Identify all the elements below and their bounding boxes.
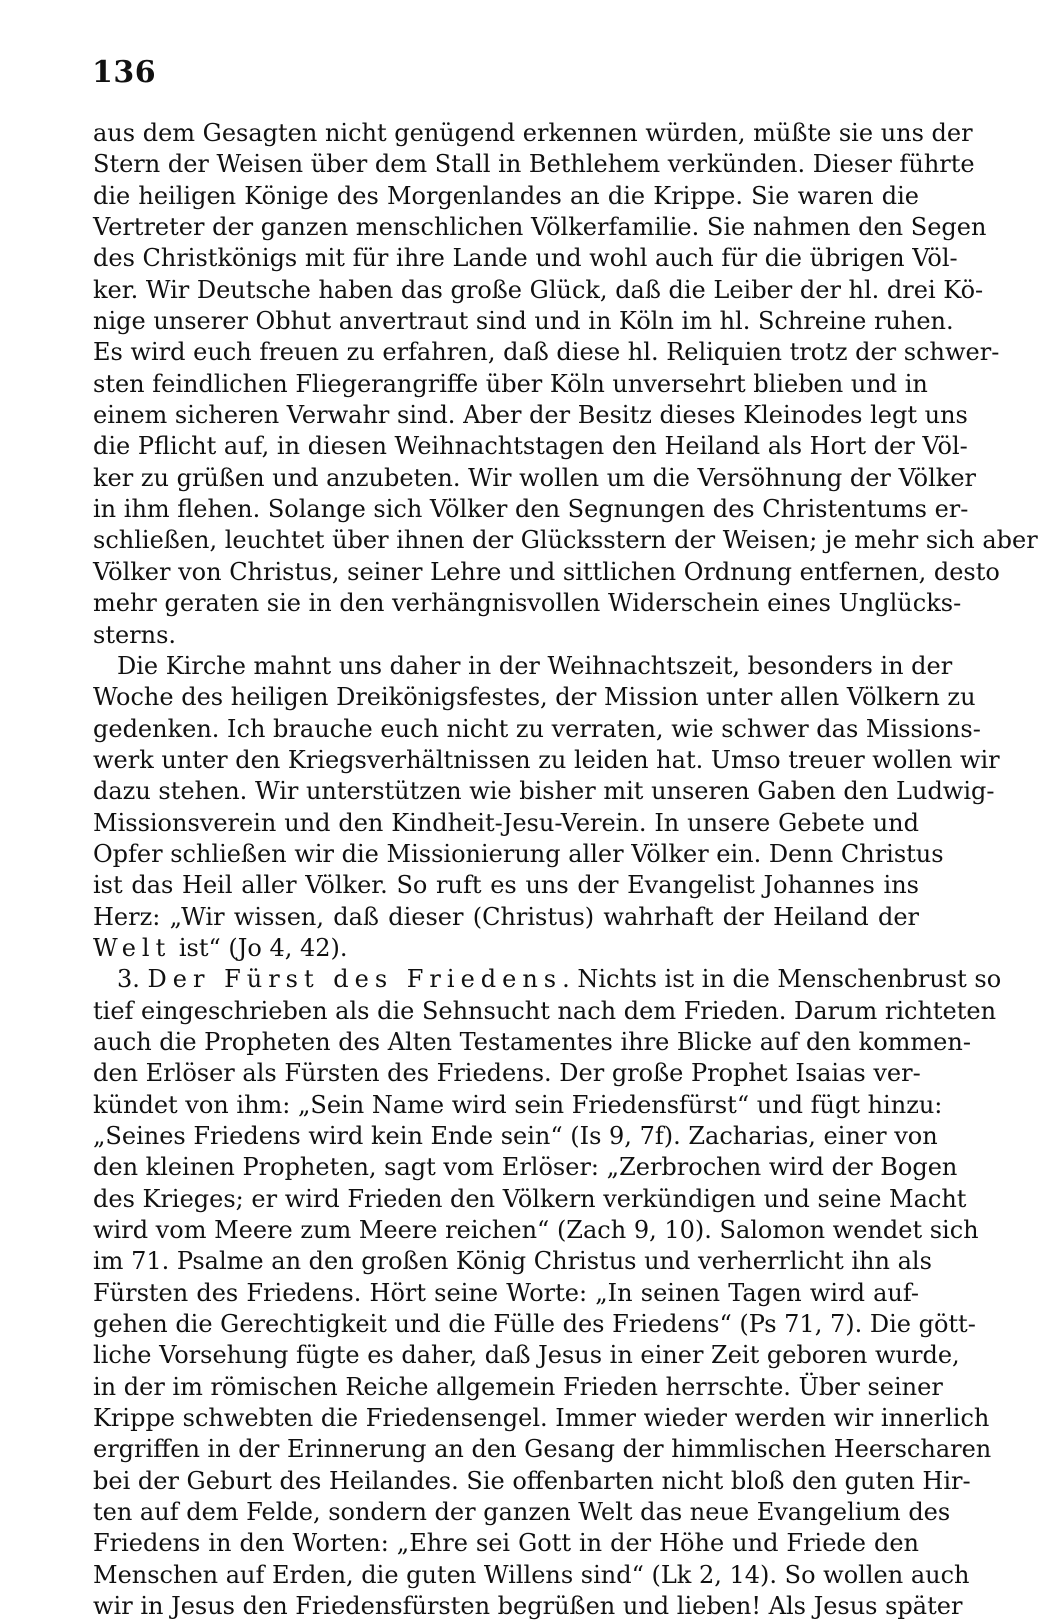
paragraph-end-line: sterns. <box>93 620 177 649</box>
text-line: Opfer schließen wir die Missionierung aller Völker ein. Denn Christus <box>93 839 944 868</box>
text-line: kündet von ihm: „Sein Name wird sein Friedensfürst“ und fügt hinzu: <box>93 1090 943 1119</box>
text-line: ker zu grüßen und anzubeten. Wir wollen um die Versöhnung der Völker <box>93 463 976 492</box>
text-line: aus dem Gesagten nicht genügend erkennen würden, müßte sie uns der <box>93 119 973 147</box>
text-line: Missionsverein und den Kindheit-Jesu-Verein. In unsere Gebete und <box>93 808 919 837</box>
text-line: des Christkönigs mit für ihre Lande und wohl auch für die übrigen Völ- <box>93 244 958 273</box>
body-text <box>93 118 1038 1623</box>
text-line: Menschen auf Erden, die guten Willens sind“ (Lk 2, 14). So wollen auch <box>93 1560 970 1589</box>
text-line: auch die Propheten des Alten Testamentes ihre Blicke auf den kommen- <box>93 1027 971 1056</box>
section-number: 3. <box>117 965 148 994</box>
text-line: dazu stehen. Wir unterstützen wie bisher mit unseren Gaben den Ludwig- <box>93 777 995 806</box>
text-line: werk unter den Kriegsverhältnissen zu leiden hat. Umso treuer wollen wir <box>93 745 1000 774</box>
text-line: Woche des heiligen Dreikönigsfestes, der Mission unter allen Völkern zu <box>93 683 976 712</box>
text-line: die heiligen Könige des Morgenlandes an die Krippe. Sie waren die <box>93 181 919 210</box>
text-line: Es wird euch freuen zu erfahren, daß diese hl. Reliquien trotz der schwer- <box>93 338 1000 367</box>
text-line: Friedens in den Worten: „Ehre sei Gott in der Höhe und Friede den <box>93 1529 919 1558</box>
text-line: den Erlöser als Fürsten des Friedens. Der große Prophet Isaias ver- <box>93 1059 921 1088</box>
paragraph-start-line: Die Kirche mahnt uns daher in der Weihnachtszeit, besonders in der <box>117 651 953 680</box>
text-line: im 71. Psalme an den großen König Christus und verherrlicht ihn als <box>93 1247 932 1276</box>
emphasized-word: Welt <box>93 933 172 962</box>
page-number: 136 <box>92 55 157 90</box>
text-line: sten feindlichen Fliegerangriffe über Köln unversehrt blieben und in <box>93 369 928 398</box>
text-line: bei der Geburt des Heilandes. Sie offenbarten nicht bloß den guten Hir- <box>93 1466 971 1495</box>
text-line: Herz: „Wir wissen, daß dieser (Christus) wahrhaft der Heiland der <box>93 902 919 931</box>
text-line: wird vom Meere zum Meere reichen“ (Zach 9, 10). Salomon wendet sich <box>93 1216 979 1245</box>
text-line: „Seines Friedens wird kein Ende sein“ (Is 9, 7f). Zacharias, einer von <box>93 1122 938 1150</box>
line-remainder: . Nichts ist in die Menschenbrust so <box>562 965 1002 994</box>
text-line: die Pflicht auf, in diesen Weihnachtstagen den Heiland als Hort der Völ- <box>93 432 968 461</box>
text-line: in ihm flehen. Solange sich Völker den Segnungen des Christentums er- <box>93 495 969 524</box>
paragraph-end-line <box>93 933 919 964</box>
text-line: ergriffen in der Erinnerung an den Gesang der himmlischen Heerscharen <box>93 1435 992 1464</box>
section-heading-line <box>93 964 1002 995</box>
text-line: liche Vorsehung fügte es daher, daß Jesus in einer Zeit geboren wurde, <box>93 1341 960 1370</box>
text-line: ten auf dem Felde, sondern der ganzen Welt das neue Evangelium des <box>93 1498 951 1527</box>
text-line: wir in Jesus den Friedensfürsten begrüßen und lieben! Als Jesus später <box>93 1592 963 1621</box>
text-line: gehen die Gerechtigkeit und die Fülle des Friedens“ (Ps 71, 7). Die gött- <box>93 1310 976 1339</box>
text-line: schließen, leuchtet über ihnen der Glücksstern der Weisen; je mehr sich aber <box>93 526 1038 555</box>
text-line: Krippe schwebten die Friedensengel. Immer wieder werden wir innerlich <box>93 1404 990 1433</box>
text-line: ker. Wir Deutsche haben das große Glück, daß die Leiber der hl. drei Kö- <box>93 275 984 304</box>
text-line: Vertreter der ganzen menschlichen Völkerfamilie. Sie nahmen den Segen <box>93 213 987 242</box>
text-line: mehr geraten sie in den verhängnisvollen Widerschein eines Unglücks- <box>93 589 962 618</box>
text-line: einem sicheren Verwahr sind. Aber der Besitz dieses Kleinodes legt uns <box>93 401 968 430</box>
line-remainder: ist“ (Jo 4, 42). <box>171 933 348 962</box>
text-line: Völker von Christus, seiner Lehre und sittlichen Ordnung entfernen, desto <box>93 557 1000 586</box>
section-title: Der Fürst des Friedens <box>147 965 563 994</box>
text-line: den kleinen Propheten, sagt vom Erlöser: „Zerbrochen wird der Bogen <box>93 1153 958 1182</box>
text-line: tief eingeschrieben als die Sehnsucht nach dem Frieden. Darum richteten <box>93 996 997 1025</box>
text-line: in der im römischen Reiche allgemein Frieden herrschte. Über seiner <box>93 1372 943 1401</box>
text-line: ist das Heil aller Völker. So ruft es uns der Evangelist Johannes ins <box>93 871 919 900</box>
text-line: nige unserer Obhut anvertraut sind und in Köln im hl. Schreine ruhen. <box>93 307 954 336</box>
text-line: Fürsten des Friedens. Hört seine Worte: „In seinen Tagen wird auf- <box>93 1278 919 1307</box>
text-line: des Krieges; er wird Frieden den Völkern verkündigen und seine Macht <box>93 1184 967 1213</box>
text-line: gedenken. Ich brauche euch nicht zu verraten, wie schwer das Missions- <box>93 714 981 743</box>
text-line: Stern der Weisen über dem Stall in Bethlehem verkünden. Dieser führte <box>93 150 975 179</box>
